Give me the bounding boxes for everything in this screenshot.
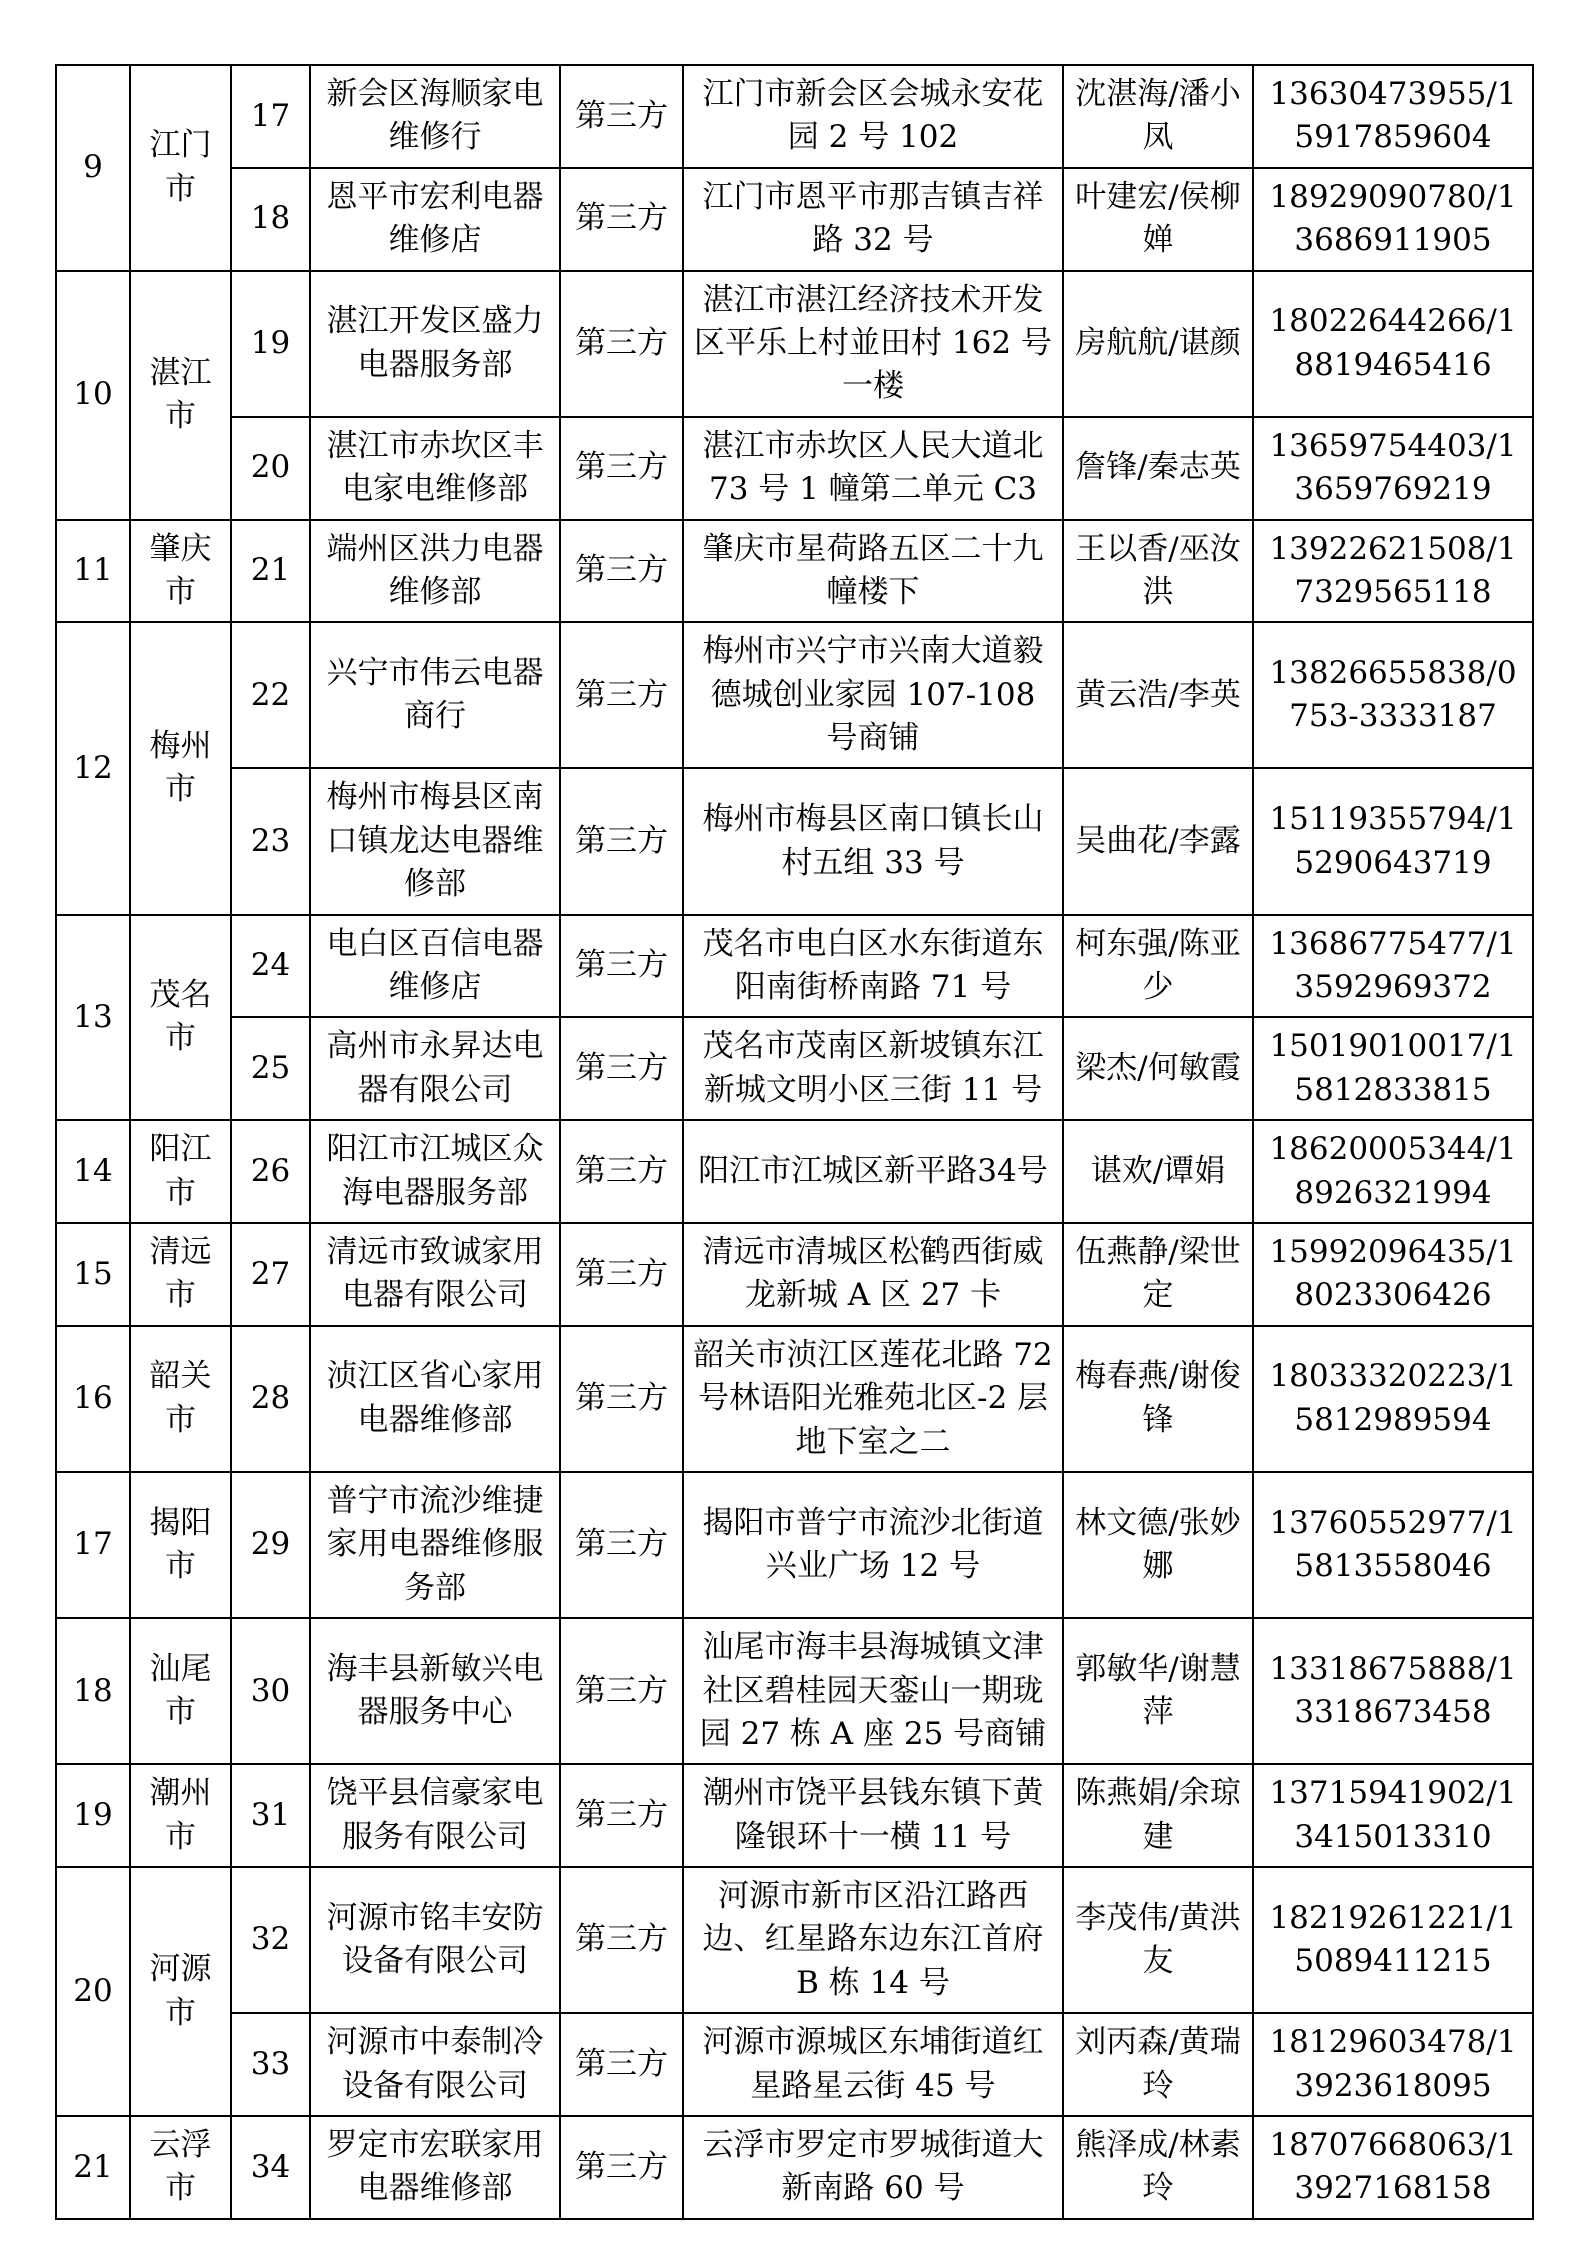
city-cell: 阳江市 xyxy=(130,1120,231,1223)
table-row xyxy=(56,417,1533,520)
service-type-cell: 第三方 xyxy=(560,1120,683,1223)
address-cell: 河源市源城区东埔街道红星路星云街 45 号 xyxy=(683,2013,1063,2116)
phone-cell: 15992096435/18023306426 xyxy=(1253,1223,1533,1326)
table-row xyxy=(56,1764,1533,1867)
shop-name-cell: 普宁市流沙维捷家用电器维修服务部 xyxy=(310,1472,560,1618)
shop-name-cell: 清远市致诚家用电器有限公司 xyxy=(310,1223,560,1326)
contact-person-cell: 刘丙森/黄瑞玲 xyxy=(1063,2013,1253,2116)
city-cell: 潮州市 xyxy=(130,1764,231,1867)
city-cell: 肇庆市 xyxy=(130,520,231,623)
sequence-cell: 27 xyxy=(231,1223,310,1326)
shop-name-cell: 电白区百信电器维修店 xyxy=(310,915,560,1018)
sequence-cell: 19 xyxy=(231,271,310,417)
service-type-cell: 第三方 xyxy=(560,1867,683,2013)
service-type-cell: 第三方 xyxy=(560,417,683,520)
address-cell: 云浮市罗定市罗城街道大新南路 60 号 xyxy=(683,2116,1063,2219)
table-row xyxy=(56,520,1533,623)
group-number-cell: 15 xyxy=(56,1223,130,1326)
service-type-cell: 第三方 xyxy=(560,520,683,623)
group-number-cell: 18 xyxy=(56,1618,130,1764)
phone-cell: 13922621508/17329565118 xyxy=(1253,520,1533,623)
address-cell: 揭阳市普宁市流沙北街道兴业广场 12 号 xyxy=(683,1472,1063,1618)
address-cell: 肇庆市星荷路五区二十九幢楼下 xyxy=(683,520,1063,623)
contact-person-cell: 王以香/巫汝洪 xyxy=(1063,520,1253,623)
contact-person-cell: 梁杰/何敏霞 xyxy=(1063,1017,1253,1120)
phone-cell: 18033320223/15812989594 xyxy=(1253,1326,1533,1472)
group-number-cell: 20 xyxy=(56,1867,130,2116)
contact-person-cell: 房航航/谌颜 xyxy=(1063,271,1253,417)
city-cell: 茂名市 xyxy=(130,915,231,1121)
sequence-cell: 24 xyxy=(231,915,310,1018)
table-row xyxy=(56,1120,1533,1223)
service-type-cell: 第三方 xyxy=(560,1472,683,1618)
shop-name-cell: 兴宁市伟云电器商行 xyxy=(310,622,560,768)
service-type-cell: 第三方 xyxy=(560,1017,683,1120)
contact-person-cell: 谌欢/谭娟 xyxy=(1063,1120,1253,1223)
table-row xyxy=(56,168,1533,271)
shop-name-cell: 河源市铭丰安防设备有限公司 xyxy=(310,1867,560,2013)
sequence-cell: 25 xyxy=(231,1017,310,1120)
shop-name-cell: 新会区海顺家电维修行 xyxy=(310,65,560,168)
table-row xyxy=(56,1326,1533,1472)
contact-person-cell: 吴曲花/李露 xyxy=(1063,768,1253,914)
contact-person-cell: 陈燕娟/余琼建 xyxy=(1063,1764,1253,1867)
sequence-cell: 23 xyxy=(231,768,310,914)
group-number-cell: 13 xyxy=(56,915,130,1121)
city-cell: 河源市 xyxy=(130,1867,231,2116)
shop-name-cell: 端州区洪力电器维修部 xyxy=(310,520,560,623)
sequence-cell: 22 xyxy=(231,622,310,768)
city-cell: 揭阳市 xyxy=(130,1472,231,1618)
sequence-cell: 34 xyxy=(231,2116,310,2219)
table-row xyxy=(56,2116,1533,2219)
sequence-cell: 30 xyxy=(231,1618,310,1764)
group-number-cell: 14 xyxy=(56,1120,130,1223)
contact-person-cell: 黄云浩/李英 xyxy=(1063,622,1253,768)
service-type-cell: 第三方 xyxy=(560,65,683,168)
service-type-cell: 第三方 xyxy=(560,1326,683,1472)
phone-cell: 18620005344/18926321994 xyxy=(1253,1120,1533,1223)
sequence-cell: 33 xyxy=(231,2013,310,2116)
phone-cell: 18929090780/13686911905 xyxy=(1253,168,1533,271)
contact-person-cell: 林文德/张妙娜 xyxy=(1063,1472,1253,1618)
sequence-cell: 32 xyxy=(231,1867,310,2013)
city-cell: 清远市 xyxy=(130,1223,231,1326)
group-number-cell: 12 xyxy=(56,622,130,914)
shop-name-cell: 浈江区省心家用电器维修部 xyxy=(310,1326,560,1472)
city-cell: 韶关市 xyxy=(130,1326,231,1472)
address-cell: 茂名市电白区水东街道东阳南街桥南路 71 号 xyxy=(683,915,1063,1018)
address-cell: 湛江市湛江经济技术开发区平乐上村並田村 162 号一楼 xyxy=(683,271,1063,417)
phone-cell: 13826655838/0753-3333187 xyxy=(1253,622,1533,768)
phone-cell: 13630473955/15917859604 xyxy=(1253,65,1533,168)
address-cell: 韶关市浈江区莲花北路 72 号林语阳光雅苑北区-2 层地下室之二 xyxy=(683,1326,1063,1472)
service-type-cell: 第三方 xyxy=(560,2013,683,2116)
address-cell: 梅州市梅县区南口镇长山村五组 33 号 xyxy=(683,768,1063,914)
shop-name-cell: 高州市永昇达电器有限公司 xyxy=(310,1017,560,1120)
table-row xyxy=(56,2013,1533,2116)
table-row xyxy=(56,1017,1533,1120)
shop-name-cell: 海丰县新敏兴电器服务中心 xyxy=(310,1618,560,1764)
address-cell: 梅州市兴宁市兴南大道毅德城创业家园 107-108 号商铺 xyxy=(683,622,1063,768)
phone-cell: 13659754403/13659769219 xyxy=(1253,417,1533,520)
phone-cell: 18219261221/15089411215 xyxy=(1253,1867,1533,2013)
service-type-cell: 第三方 xyxy=(560,168,683,271)
address-cell: 清远市清城区松鹤西街威龙新城 A 区 27 卡 xyxy=(683,1223,1063,1326)
group-number-cell: 9 xyxy=(56,65,130,271)
group-number-cell: 16 xyxy=(56,1326,130,1472)
shop-name-cell: 河源市中泰制冷设备有限公司 xyxy=(310,2013,560,2116)
group-number-cell: 11 xyxy=(56,520,130,623)
phone-cell: 13760552977/15813558046 xyxy=(1253,1472,1533,1618)
service-type-cell: 第三方 xyxy=(560,1223,683,1326)
contact-person-cell: 郭敏华/谢慧萍 xyxy=(1063,1618,1253,1764)
group-number-cell: 10 xyxy=(56,271,130,520)
phone-cell: 15019010017/15812833815 xyxy=(1253,1017,1533,1120)
sequence-cell: 31 xyxy=(231,1764,310,1867)
address-cell: 江门市新会区会城永安花园 2 号 102 xyxy=(683,65,1063,168)
table-row xyxy=(56,915,1533,1018)
service-type-cell: 第三方 xyxy=(560,271,683,417)
shop-name-cell: 梅州市梅县区南口镇龙达电器维修部 xyxy=(310,768,560,914)
contact-person-cell: 詹锋/秦志英 xyxy=(1063,417,1253,520)
sequence-cell: 29 xyxy=(231,1472,310,1618)
table-row xyxy=(56,622,1533,768)
city-cell: 湛江市 xyxy=(130,271,231,520)
city-cell: 江门市 xyxy=(130,65,231,271)
phone-cell: 13686775477/13592969372 xyxy=(1253,915,1533,1018)
contact-person-cell: 伍燕静/梁世定 xyxy=(1063,1223,1253,1326)
shop-name-cell: 湛江开发区盛力电器服务部 xyxy=(310,271,560,417)
city-cell: 梅州市 xyxy=(130,622,231,914)
service-type-cell: 第三方 xyxy=(560,1618,683,1764)
phone-cell: 18129603478/13923618095 xyxy=(1253,2013,1533,2116)
table-row xyxy=(56,1618,1533,1764)
service-type-cell: 第三方 xyxy=(560,768,683,914)
phone-cell: 15119355794/15290643719 xyxy=(1253,768,1533,914)
service-type-cell: 第三方 xyxy=(560,915,683,1018)
phone-cell: 13715941902/13415013310 xyxy=(1253,1764,1533,1867)
phone-cell: 18707668063/13927168158 xyxy=(1253,2116,1533,2219)
service-centers-table xyxy=(55,64,1534,2220)
phone-cell: 18022644266/18819465416 xyxy=(1253,271,1533,417)
contact-person-cell: 沈湛海/潘小凤 xyxy=(1063,65,1253,168)
address-cell: 潮州市饶平县钱东镇下黄隆银环十一横 11 号 xyxy=(683,1764,1063,1867)
sequence-cell: 18 xyxy=(231,168,310,271)
service-type-cell: 第三方 xyxy=(560,622,683,768)
contact-person-cell: 熊泽成/林素玲 xyxy=(1063,2116,1253,2219)
address-cell: 河源市新市区沿江路西边、红星路东边东江首府 B 栋 14 号 xyxy=(683,1867,1063,2013)
shop-name-cell: 湛江市赤坎区丰电家电维修部 xyxy=(310,417,560,520)
shop-name-cell: 阳江市江城区众海电器服务部 xyxy=(310,1120,560,1223)
contact-person-cell: 柯东强/陈亚少 xyxy=(1063,915,1253,1018)
table-row xyxy=(56,65,1533,168)
contact-person-cell: 李茂伟/黄洪友 xyxy=(1063,1867,1253,2013)
sequence-cell: 26 xyxy=(231,1120,310,1223)
address-cell: 阳江市江城区新平路34号 xyxy=(683,1120,1063,1223)
table-row xyxy=(56,1867,1533,2013)
phone-cell: 13318675888/13318673458 xyxy=(1253,1618,1533,1764)
table-row xyxy=(56,1472,1533,1618)
service-type-cell: 第三方 xyxy=(560,1764,683,1867)
shop-name-cell: 罗定市宏联家用电器维修部 xyxy=(310,2116,560,2219)
table-row xyxy=(56,1223,1533,1326)
address-cell: 湛江市赤坎区人民大道北 73 号 1 幢第二单元 C3 xyxy=(683,417,1063,520)
address-cell: 茂名市茂南区新坡镇东江新城文明小区三街 11 号 xyxy=(683,1017,1063,1120)
table-row xyxy=(56,271,1533,417)
shop-name-cell: 饶平县信豪家电服务有限公司 xyxy=(310,1764,560,1867)
sequence-cell: 21 xyxy=(231,520,310,623)
service-type-cell: 第三方 xyxy=(560,2116,683,2219)
city-cell: 云浮市 xyxy=(130,2116,231,2219)
contact-person-cell: 叶建宏/侯柳婵 xyxy=(1063,168,1253,271)
sequence-cell: 28 xyxy=(231,1326,310,1472)
shop-name-cell: 恩平市宏利电器维修店 xyxy=(310,168,560,271)
group-number-cell: 21 xyxy=(56,2116,130,2219)
address-cell: 江门市恩平市那吉镇吉祥路 32 号 xyxy=(683,168,1063,271)
group-number-cell: 19 xyxy=(56,1764,130,1867)
sequence-cell: 20 xyxy=(231,417,310,520)
sequence-cell: 17 xyxy=(231,65,310,168)
table-row xyxy=(56,768,1533,914)
contact-person-cell: 梅春燕/谢俊锋 xyxy=(1063,1326,1253,1472)
address-cell: 汕尾市海丰县海城镇文津社区碧桂园天銮山一期珑园 27 栋 A 座 25 号商铺 xyxy=(683,1618,1063,1764)
city-cell: 汕尾市 xyxy=(130,1618,231,1764)
group-number-cell: 17 xyxy=(56,1472,130,1618)
